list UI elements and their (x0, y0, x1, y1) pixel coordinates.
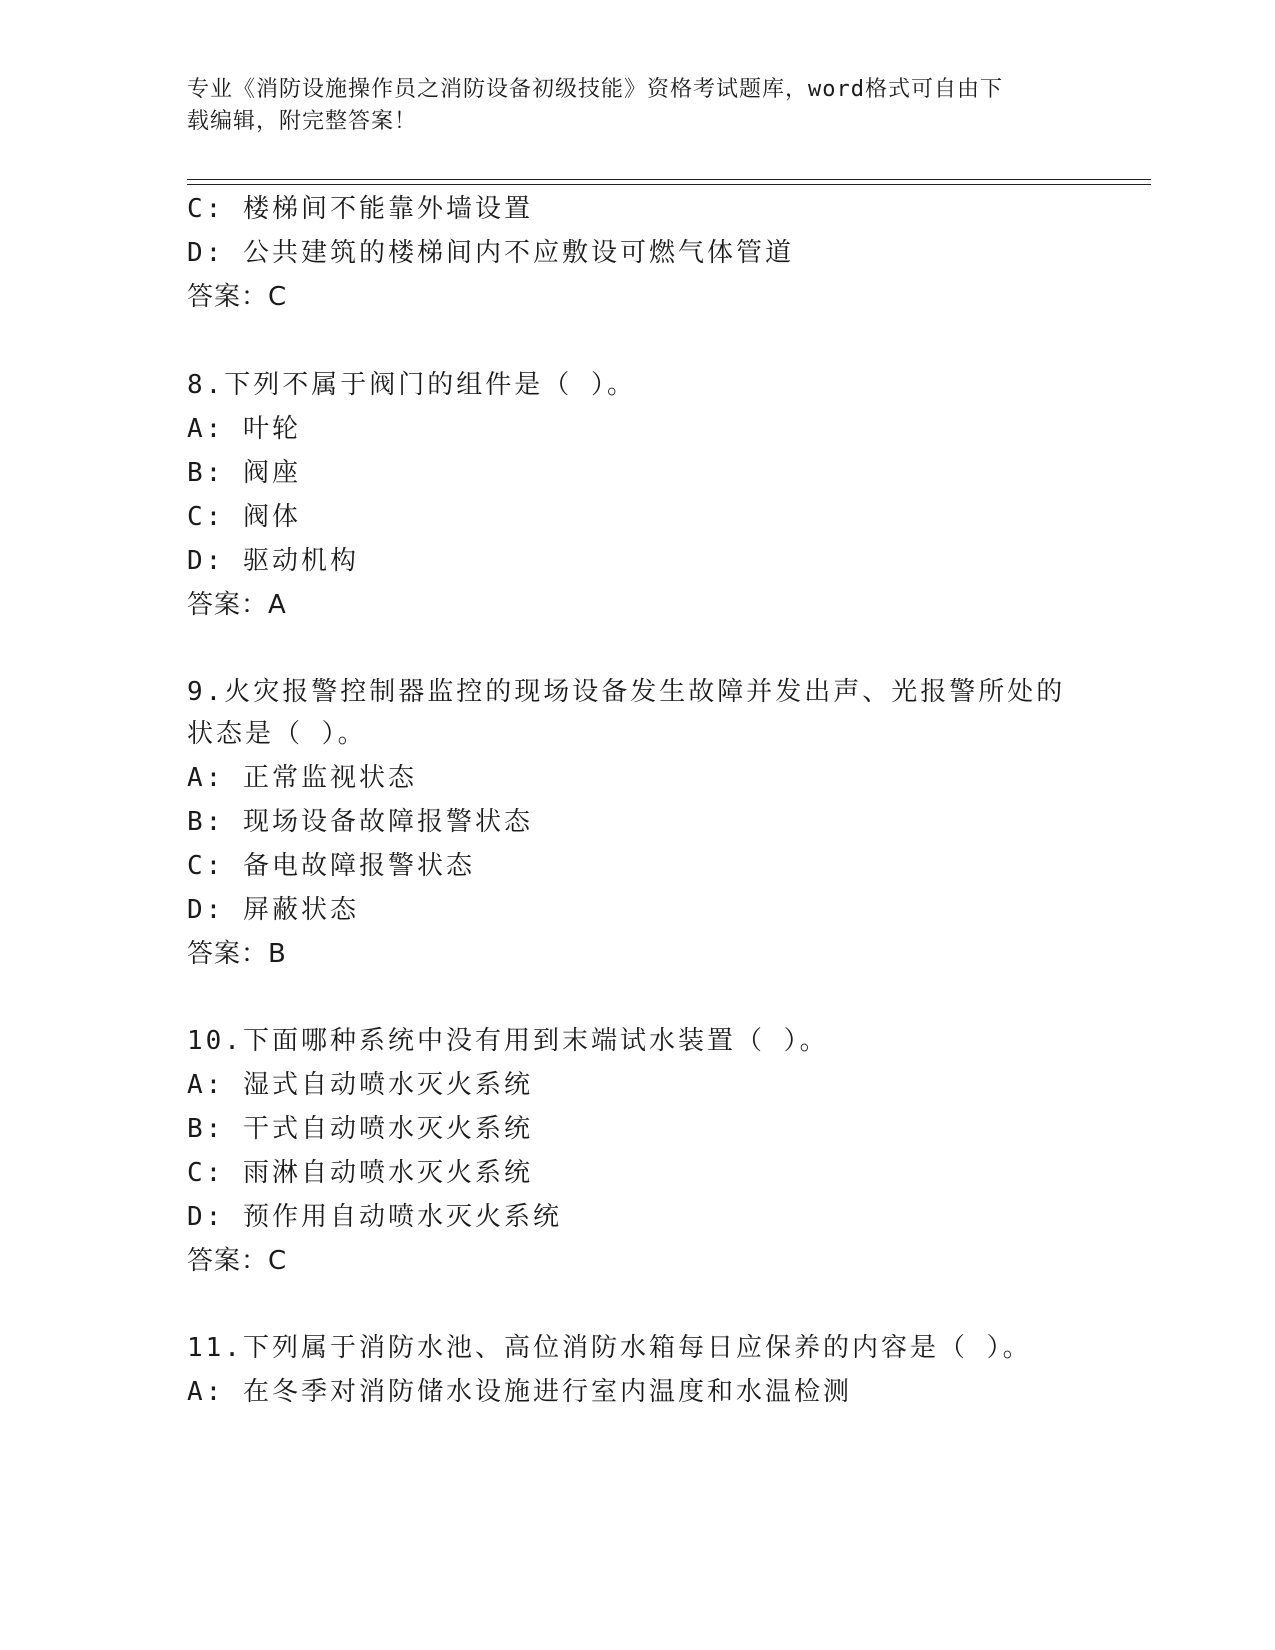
q8-option-d: D: 驱动机构 (187, 546, 359, 576)
q9-option-b: B: 现场设备故障报警状态 (187, 807, 533, 837)
q10-stem: 10.下面哪种系统中没有用到末端试水装置（ ）。 (187, 1026, 829, 1056)
q8-option-c: C: 阀体 (187, 502, 301, 532)
q9-option-d: D: 屏蔽状态 (187, 895, 359, 925)
q8-option-a: A: 叶轮 (187, 414, 301, 444)
prev-answer: 答案：C (187, 282, 288, 312)
header-divider-top (187, 179, 1151, 180)
q8-stem: 8.下列不属于阀门的组件是（ ）。 (187, 370, 636, 400)
header-divider-bottom (187, 184, 1151, 185)
prev-option-d: D: 公共建筑的楼梯间内不应敷设可燃气体管道 (187, 238, 794, 268)
q10-answer: 答案：C (187, 1246, 288, 1276)
q10-option-d: D: 预作用自动喷水灭火系统 (187, 1202, 562, 1232)
q9-stem-line-1: 9.火灾报警控制器监控的现场设备发生故障并发出声、光报警所处的 (187, 677, 1066, 707)
header-line-2: 载编辑，附完整答案！ (187, 109, 418, 134)
q10-option-c: C: 雨淋自动喷水灭火系统 (187, 1158, 533, 1188)
document-header (187, 74, 1087, 138)
prev-option-c: C: 楼梯间不能靠外墙设置 (187, 194, 533, 224)
q11-option-a: A: 在冬季对消防储水设施进行室内温度和水温检测 (187, 1377, 852, 1407)
header-line-1: 专业《消防设施操作员之消防设备初级技能》资格考试题库，word格式可自由下 (187, 77, 1003, 102)
q9-option-c: C: 备电故障报警状态 (187, 851, 475, 881)
q8-answer: 答案：A (187, 590, 287, 620)
q9-stem-line-2: 状态是（ ）。 (187, 719, 367, 749)
q9-answer: 答案：B (187, 939, 287, 969)
q9-option-a: A: 正常监视状态 (187, 763, 417, 793)
q11-stem: 11.下列属于消防水池、高位消防水箱每日应保养的内容是（ ）。 (187, 1333, 1032, 1363)
q10-option-a: A: 湿式自动喷水灭火系统 (187, 1070, 533, 1100)
q10-option-b: B: 干式自动喷水灭火系统 (187, 1114, 533, 1144)
q8-option-b: B: 阀座 (187, 458, 301, 488)
